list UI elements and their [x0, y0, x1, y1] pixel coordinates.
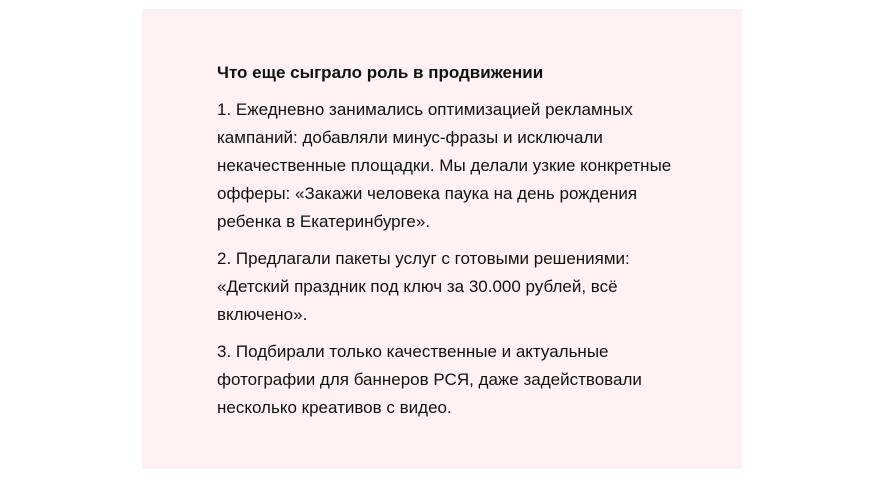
content-card — [142, 9, 742, 469]
section-heading: Что еще сыграло роль в продвижении — [217, 63, 544, 82]
paragraph-packages: 2. Предлагали пакеты услуг с готовыми решениями: «Детский праздник под ключ за 30.000 рублей, всё включено». — [217, 249, 630, 324]
paragraph-optimization: 1. Ежедневно занимались оптимизацией рекламных кампаний: добавляли минус-фразы и исключали некачественные площадки. Мы делали узкие конкретные офферы: «Закажи человека паука на день рождения ребенка в Екатеринбурге». — [217, 100, 672, 231]
card-content — [217, 59, 687, 431]
paragraph-creatives: 3. Подбирали только качественные и актуальные фотографии для баннеров РСЯ, даже задействовали несколько креативов с видео. — [217, 342, 642, 417]
